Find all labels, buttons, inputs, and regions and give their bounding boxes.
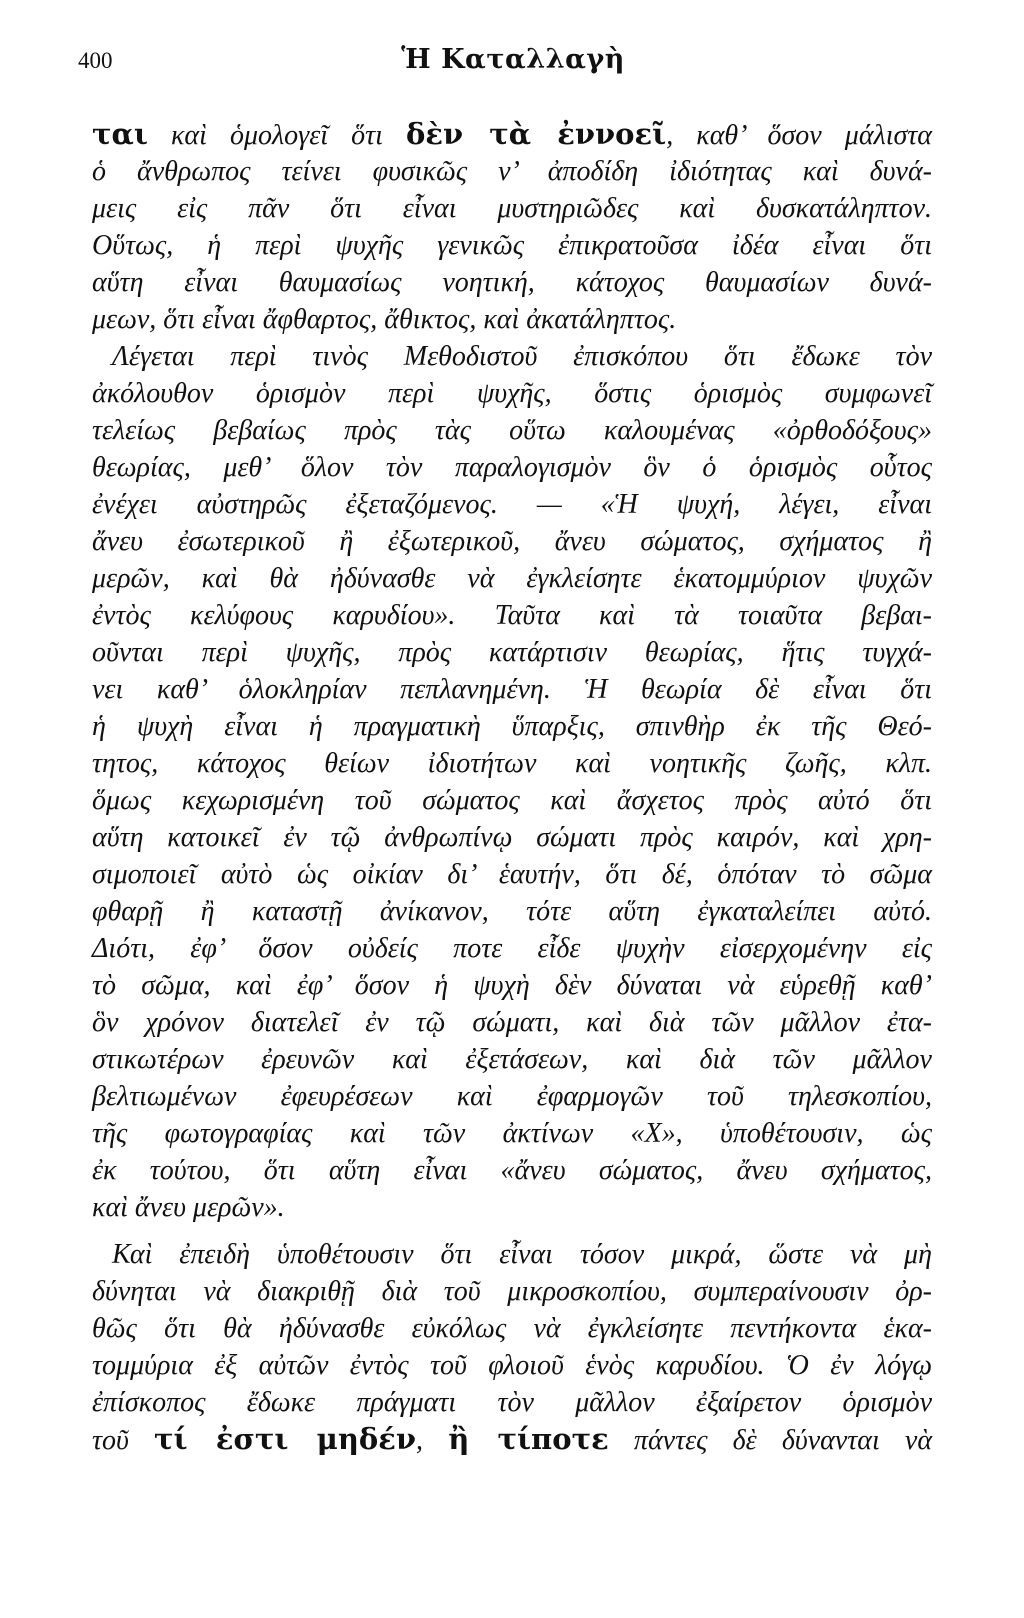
text-line: ἐντὸς κελύφους καρυδίου». Ταῦτα καὶ τὰ τοιαῦτα βεβαι- xyxy=(92,600,932,631)
text-line: αὕτη εἶναι θαυμασίως νοητική, κάτοχος θαυμασίων δυνά- xyxy=(92,267,932,298)
text-line: αὕτη κατοικεῖ ἐν τῷ ἀνθρωπίνῳ σώματι πρὸς καιρόν, καὶ χρη- xyxy=(92,822,932,853)
text-line: θῶς ὅτι θὰ ἠδύνασθε εὐκόλως νὰ ἐγκλείσητε πεντήκοντα ἑκα- xyxy=(92,1313,932,1344)
text-line: ἐπίσκοπος ἔδωκε πράγματι τὸν μᾶλλον ἐξαίρετον ὁρισμὸν xyxy=(92,1387,932,1418)
text-line: τητος, κάτοχος θείων ἰδιοτήτων καὶ νοητικῆς ζωῆς, κλπ. xyxy=(92,748,932,779)
text-line: στικωτέρων ἐρευνῶν καὶ ἐξετάσεων, καὶ διὰ τῶν μᾶλλον xyxy=(92,1044,932,1075)
paragraph-gap xyxy=(92,1226,932,1236)
text-line: Οὕτως, ἡ περὶ ψυχῆς γενικῶς ἐπικρατοῦσα ἰδέα εἶναι ὅτι xyxy=(92,230,932,261)
text-line: ἄνευ ἐσωτερικοῦ ἢ ἐξωτερικοῦ, ἄνευ σώματος, σχήματος ἢ xyxy=(92,526,932,557)
text-line: ἡ ψυχὴ εἶναι ἡ πραγματικὴ ὕπαρξις, σπινθὴρ ἐκ τῆς Θεό- xyxy=(92,711,932,742)
text-line: μεων, ὅτι εἶναι ἄφθαρτος, ἄθικτος, καὶ ἀκατάληπτος. xyxy=(92,304,677,335)
text-line: ὁ ἄνθρωπος τείνει φυσικῶς ν’ ἀποδίδη ἰδιότητας καὶ δυνά- xyxy=(92,156,932,187)
text-line: τῆς φωτογραφίας καὶ τῶν ἀκτίνων «Χ», ὑποθέτουσιν, ὡς xyxy=(92,1118,932,1149)
text-line: μερῶν, καὶ θὰ ἠδύνασθε νὰ ἐγκλείσητε ἑκατομμύριον ψυχῶν xyxy=(92,563,932,594)
text-run: , xyxy=(416,1425,449,1456)
body-text xyxy=(92,116,932,1458)
text-line xyxy=(92,116,932,153)
text-run: καὶ ὁμολογεῖ ὅτι xyxy=(147,120,406,151)
text-line xyxy=(92,1421,932,1458)
text-line: οῦνται περὶ ψυχῆς, πρὸς κατάρτισιν θεωρίας, ἥτις τυγχά- xyxy=(92,637,932,668)
text-line: ὃν χρόνον διατελεῖ ἐν τῷ σώματι, καὶ διὰ τῶν μᾶλλον ἐτα- xyxy=(92,1007,932,1038)
running-title: Ἡ Καταλλαγὴ xyxy=(401,44,625,75)
text-line: καὶ ἄνευ μερῶν». xyxy=(92,1192,285,1223)
emphasis-text: τί ἐστι μηδέν xyxy=(154,1422,417,1456)
emphasis-text: ἢ τίποτε xyxy=(448,1422,609,1456)
text-line: φθαρῇ ἢ καταστῇ ἀνίκανον, τότε αὕτη ἐγκαταλείπει αὐτό. xyxy=(92,896,932,927)
text-line: βελτιωμένων ἐφευρέσεων καὶ ἐφαρμογῶν τοῦ τηλεσκοπίου, xyxy=(92,1081,932,1112)
text-line: ἀκόλουθον ὁρισμὸν περὶ ψυχῆς, ὅστις ὁρισμὸς συμφωνεῖ xyxy=(92,378,932,409)
text-run: τοῦ xyxy=(92,1425,155,1456)
text-line: Καὶ ἐπειδὴ ὑποθέτουσιν ὅτι εἶναι τόσον μικρά, ὥστε νὰ μὴ xyxy=(112,1239,932,1270)
text-line: ἐκ τούτου, ὅτι αὕτη εἶναι «ἄνευ σώματος, ἄνευ σχήματος, xyxy=(92,1155,932,1186)
text-line: θεωρίας, μεθ’ ὅλον τὸν παραλογισμὸν ὃν ὁ ὁρισμὸς οὗτος xyxy=(92,452,932,483)
text-line: σιμοποιεῖ αὐτὸ ὡς οἰκίαν δι’ ἑαυτήν, ὅτι δέ, ὁπόταν τὸ σῶμα xyxy=(92,859,932,890)
text-line: νει καθ’ ὁλοκληρίαν πεπλανημένη. Ἡ θεωρία δὲ εἶναι ὅτι xyxy=(92,674,932,705)
text-line: Διότι, ἐφ’ ὅσον οὐδείς ποτε εἶδε ψυχὴν εἰσερχομένην εἰς xyxy=(92,933,932,964)
text-line: μεις εἰς πᾶν ὅτι εἶναι μυστηριῶδες καὶ δυσκατάληπτον. xyxy=(92,193,932,224)
emphasis-text: ται xyxy=(92,117,148,151)
page-header xyxy=(78,44,948,84)
text-line: τελείως βεβαίως πρὸς τὰς οὕτω καλουμένας «ὀρθοδόξους» xyxy=(92,415,932,446)
text-line: τομμύρια ἐξ αὐτῶν ἐντὸς τοῦ φλοιοῦ ἑνὸς καρυδίου. Ὁ ἐν λόγῳ xyxy=(92,1350,932,1381)
text-line: ἐνέχει αὐστηρῶς ἐξεταζόμενος. — «Ἡ ψυχή, λέγει, εἶναι xyxy=(92,489,932,520)
text-line: τὸ σῶμα, καὶ ἐφ’ ὅσον ἡ ψυχὴ δὲν δύναται νὰ εὑρεθῇ καθ’ xyxy=(92,970,932,1001)
text-line: δύνηται νὰ διακριθῇ διὰ τοῦ μικροσκοπίου, συμπεραίνουσιν ὀρ- xyxy=(92,1276,932,1307)
page-number: 400 xyxy=(78,48,113,73)
text-run: πάντες δὲ δύνανται νὰ xyxy=(608,1425,933,1456)
emphasis-text: δὲν τὰ ἐννοεῖ xyxy=(406,117,667,151)
text-line: Λέγεται περὶ τινὸς Μεθοδιστοῦ ἐπισκόπου ὅτι ἔδωκε τὸν xyxy=(112,341,932,372)
text-line: ὅμως κεχωρισμένη τοῦ σώματος καὶ ἄσχετος πρὸς αὐτό ὅτι xyxy=(92,785,932,816)
text-run: , καθ’ ὅσον μάλιστα xyxy=(666,120,932,151)
